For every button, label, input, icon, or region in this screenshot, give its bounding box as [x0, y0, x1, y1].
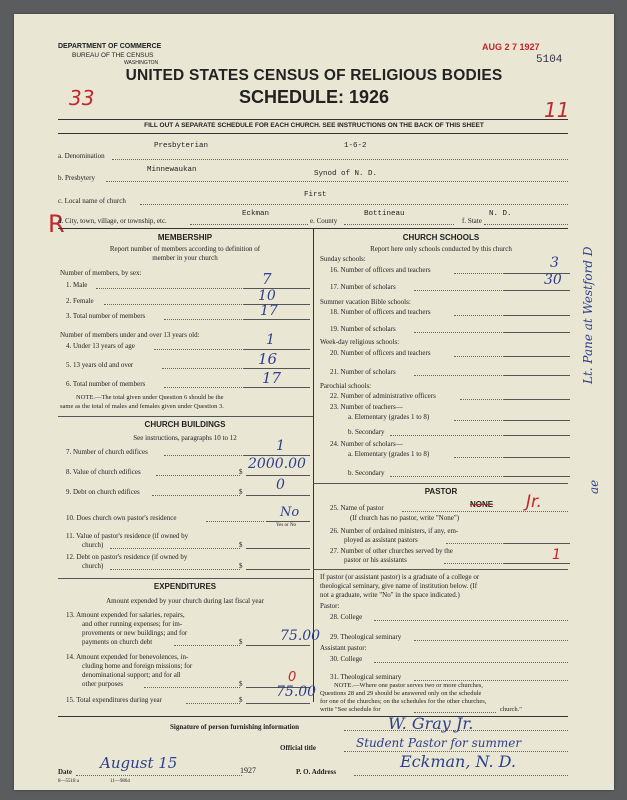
- form-instruction: FILL OUT A SEPARATE SCHEDULE FOR EACH CHURCH. SEE INSTRUCTIONS ON THE BACK OF THIS SHEET: [144, 122, 484, 129]
- q6-answer[interactable]: 17: [262, 369, 282, 387]
- q23a-label: a. Elementary (grades 1 to 8): [348, 413, 430, 421]
- date-year: 1927: [240, 766, 256, 775]
- po-address-value[interactable]: Eckman, N. D.: [400, 752, 517, 771]
- pastor-title: PASTOR: [424, 487, 458, 496]
- form-title: UNITED STATES CENSUS OF RELIGIOUS BODIES: [125, 67, 503, 84]
- form-number-2: 11—9864: [110, 779, 130, 784]
- q14-label-3: denominational support; and for all: [82, 671, 181, 679]
- q25-label: 25. Name of pastor: [330, 504, 384, 512]
- sunday-header: Sunday schools:: [320, 255, 366, 263]
- q25-struck-none: NONE: [470, 500, 494, 509]
- q15-label: 15. Total expenditures during year: [66, 696, 162, 704]
- expenditures-sub: Amount expended by your church during last fiscal year: [106, 597, 264, 605]
- yes-no-hint: Yes or No: [276, 523, 297, 528]
- official-title-value[interactable]: Student Pastor for summer: [356, 736, 522, 750]
- q6-label: 6. Total number of members: [66, 380, 146, 388]
- q11-label-2: church): [82, 541, 104, 549]
- grad-note-1: If pastor (or assistant pastor) is a graduate of a college or: [320, 573, 480, 581]
- q16-label: 16. Number of officers and teachers: [330, 266, 431, 274]
- q11-label-1: 11. Value of pastor's residence (if owned by: [66, 532, 189, 540]
- po-address-label: P. O. Address: [296, 768, 337, 776]
- summer-header: Summer vacation Bible schools:: [320, 298, 411, 306]
- official-title-label: Official title: [280, 744, 316, 752]
- q27-label-1: 27. Number of other churches served by the: [330, 547, 453, 555]
- red-mark-33: 33: [69, 86, 95, 110]
- membership-title: MEMBERSHIP: [157, 233, 213, 242]
- q8-answer[interactable]: 2000.00: [248, 456, 306, 472]
- q14-label-2: cluding home and foreign missions; for: [82, 662, 193, 670]
- buildings-sub: See instructions, paragraphs 10 to 12: [133, 434, 237, 442]
- denomination-value[interactable]: Presbyterian: [154, 142, 209, 150]
- q2-label: 2. Female: [66, 297, 94, 305]
- date-value[interactable]: August 15: [100, 754, 178, 772]
- q24b-label: b. Secondary: [348, 469, 385, 477]
- q14-dollar: $: [239, 680, 243, 688]
- q13-label-1: 13. Amount expended for salaries, repairs,: [66, 611, 185, 619]
- q4-label: 4. Under 13 years of age: [66, 342, 135, 350]
- q22-label: 22. Number of administrative officers: [330, 392, 436, 400]
- q15-answer[interactable]: 75.00: [276, 684, 317, 700]
- q8-label: 8. Value of church edifices: [66, 468, 141, 476]
- presbytery-label: b. Presbytery: [58, 174, 95, 182]
- q7-answer[interactable]: 1: [276, 438, 285, 454]
- q13-answer[interactable]: 75.00: [280, 628, 321, 644]
- signature-value[interactable]: W. Gray Jr.: [388, 714, 474, 733]
- schools-title: CHURCH SCHOOLS: [402, 233, 480, 242]
- membership-intro-2: member in your church: [152, 254, 218, 262]
- pastor-note-4: write "See schedule for: [320, 706, 381, 713]
- grad-note-3: not a graduate, write "No" in the space indicated.): [320, 591, 460, 599]
- county-value[interactable]: Bottineau: [364, 210, 405, 218]
- dept-name: DEPARTMENT OF COMMERCE: [58, 43, 162, 50]
- local-name-value[interactable]: First: [304, 191, 327, 199]
- q13-label-3: provements or new buildings; and for: [82, 629, 188, 637]
- q28-label: 28. College: [330, 613, 363, 621]
- q18-label: 18. Number of officers and teachers: [330, 308, 431, 316]
- denomination-code[interactable]: 1-6-2: [344, 142, 367, 150]
- q14-label-4: other purposes: [82, 680, 124, 688]
- membership-note-2: same as the total of males and females given under Question 3.: [60, 403, 224, 410]
- q8-dollar: $: [239, 468, 243, 476]
- grad-note-2: theological seminary, give name of institution below. (If: [320, 582, 478, 590]
- q1-answer[interactable]: 7: [262, 270, 272, 288]
- expenditures-title: EXPENDITURES: [153, 582, 217, 591]
- form-schedule: SCHEDULE: 1926: [238, 87, 390, 107]
- q9-answer[interactable]: 0: [276, 477, 285, 493]
- q11-dollar: $: [239, 541, 243, 549]
- local-name-label: c. Local name of church: [58, 197, 126, 205]
- q23b-label: b. Secondary: [348, 428, 385, 436]
- q7-label: 7. Number of church edifices: [66, 448, 148, 456]
- q16-answer[interactable]: 3: [550, 255, 559, 271]
- pastor-note-2: Questions 28 and 29 should be answered only on the schedule: [320, 690, 482, 697]
- q29-label: 29. Theological seminary: [330, 633, 402, 641]
- census-schedule-sheet: [14, 14, 614, 790]
- q19-label: 19. Number of scholars: [330, 325, 396, 333]
- q10-label: 10. Does church own pastor's residence: [66, 514, 177, 522]
- q26-label-2: ployed as assistant pastors: [344, 536, 418, 544]
- serial-number: 5104: [536, 54, 563, 66]
- red-mark-r: R: [48, 210, 65, 238]
- red-mark-11: 11: [544, 98, 570, 122]
- q2-answer[interactable]: 10: [258, 288, 276, 304]
- q5-answer[interactable]: 16: [258, 350, 278, 368]
- q12-label-2: church): [82, 562, 104, 570]
- membership-intro-1: Report number of members according to definition of: [109, 245, 261, 253]
- received-stamp: AUG 2 7 1927: [482, 42, 540, 52]
- q14-answer[interactable]: 0: [288, 670, 297, 685]
- form-number: 8—5518 a: [58, 779, 79, 784]
- by-sex-header: Number of members, by sex:: [60, 269, 142, 277]
- q17-answer[interactable]: 30: [544, 272, 562, 288]
- q13-label-2: and other running expenses; for im-: [82, 620, 183, 628]
- age-header: Number of members under and over 13 years old:: [60, 331, 200, 339]
- pastor-sub-label: Pastor:: [320, 602, 340, 610]
- q21-label: 21. Number of scholars: [330, 368, 396, 376]
- city-name: WASHINGTON: [124, 60, 159, 66]
- q3-label: 3. Total number of members: [66, 312, 146, 320]
- q26-label-1: 26. Number of ordained ministers, if any, em-: [330, 527, 459, 535]
- bureau-name: BUREAU OF THE CENSUS: [72, 52, 154, 59]
- q1-label: 1. Male: [66, 281, 88, 289]
- q12-label-1: 12. Debt on pastor's residence (if owned by: [66, 553, 188, 561]
- q27-answer[interactable]: 1: [552, 547, 561, 563]
- q25-note: (If church has no pastor, write "None"): [350, 514, 460, 522]
- membership-note-1: NOTE.—The total given under Question 6 should be the: [76, 394, 224, 401]
- q13-dollar: $: [239, 638, 243, 646]
- assistant-sub-label: Assistant pastor:: [320, 644, 367, 652]
- margin-note: Lt. Pane at Westford D: [581, 246, 595, 384]
- signature-label: Signature of person furnishing information: [170, 723, 299, 731]
- q9-label: 9. Debt on church edifices: [66, 488, 140, 496]
- parochial-header: Parochial schools:: [320, 382, 372, 390]
- q3-answer[interactable]: 17: [260, 303, 278, 319]
- q31-label: 31. Theological seminary: [330, 673, 402, 681]
- city-label: d. City, town, village, or township, etc.: [58, 217, 167, 225]
- synod-value[interactable]: Synod of N. D.: [314, 170, 378, 178]
- city-value[interactable]: Eckman: [242, 210, 270, 218]
- state-value[interactable]: N. D.: [489, 210, 512, 218]
- q15-dollar: $: [239, 696, 243, 704]
- q30-label: 30. College: [330, 655, 363, 663]
- pastor-note-3: for one of the churches; on the schedules for the other churches,: [320, 698, 487, 705]
- margin-mark: ae: [587, 479, 601, 494]
- denomination-label: a. Denomination: [58, 152, 105, 160]
- q20-label: 20. Number of officers and teachers: [330, 349, 431, 357]
- q27-label-2: pastor or his assistants: [344, 556, 407, 564]
- q12-dollar: $: [239, 562, 243, 570]
- q17-label: 17. Number of scholars: [330, 283, 396, 291]
- q4-answer[interactable]: 1: [266, 332, 275, 348]
- pastor-note-1: NOTE.—Where one pastor serves two or more churches,: [334, 682, 483, 689]
- pastor-note-5: church.": [500, 706, 522, 713]
- county-label: e. County: [310, 217, 338, 225]
- q24a-label: a. Elementary (grades 1 to 8): [348, 450, 430, 458]
- date-label: Date: [58, 768, 72, 776]
- weekday-header: Week-day religious schools:: [320, 338, 400, 346]
- q23-label: 23. Number of teachers—: [330, 403, 403, 411]
- state-label: f. State: [462, 217, 482, 225]
- schools-intro: Report here only schools conducted by this church: [370, 245, 512, 253]
- q13-label-4: payments on church debt: [82, 638, 153, 646]
- buildings-title: CHURCH BUILDINGS: [144, 420, 226, 429]
- q14-label-1: 14. Amount expended for benevolences, in-: [66, 653, 189, 661]
- presbytery-value[interactable]: Minnewaukan: [147, 166, 197, 174]
- q10-answer[interactable]: No: [280, 505, 300, 520]
- q25-answer[interactable]: Jr.: [526, 492, 542, 512]
- q9-dollar: $: [239, 488, 243, 496]
- q5-label: 5. 13 years old and over: [66, 361, 134, 369]
- q24-label: 24. Number of scholars—: [330, 440, 403, 448]
